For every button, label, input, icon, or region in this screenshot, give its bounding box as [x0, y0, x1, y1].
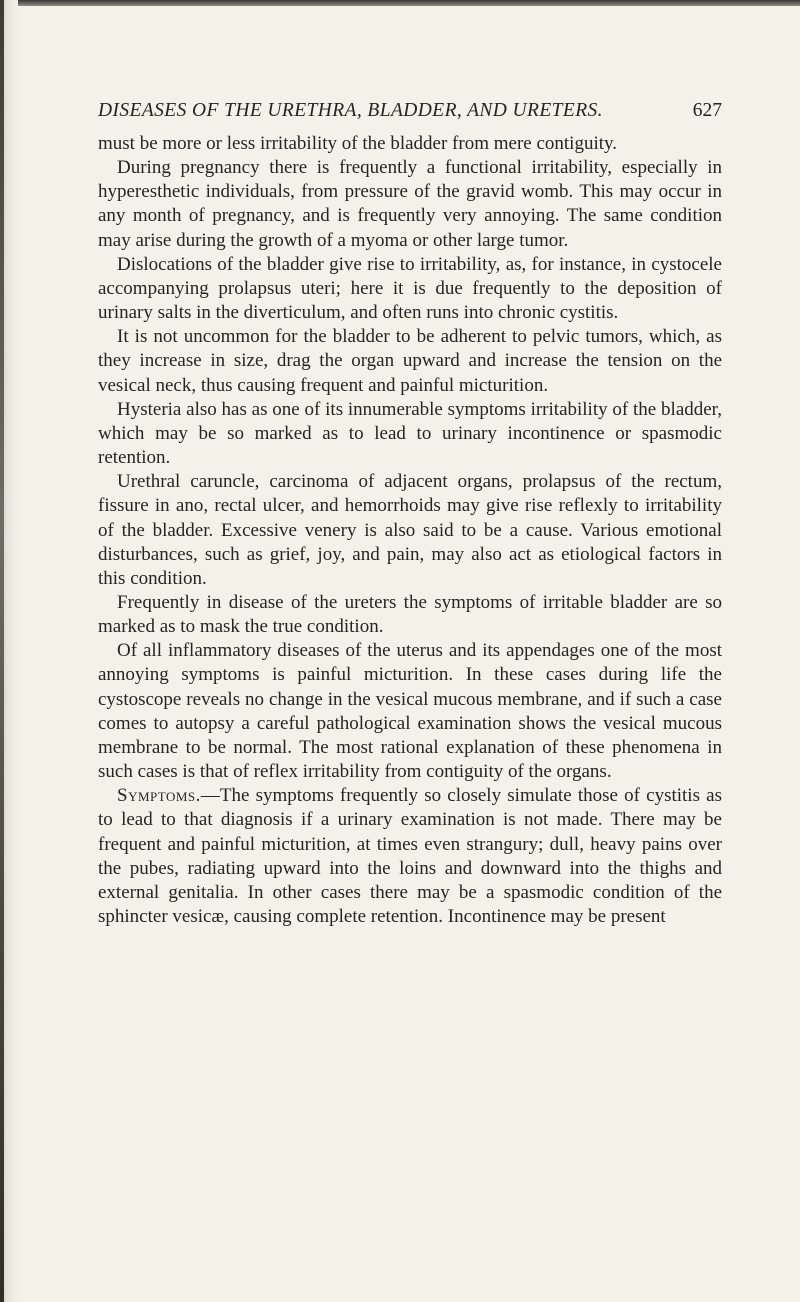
paragraph: It is not uncommon for the bladder to be adherent to pelvic tumors, which, as they increase in size, drag the organ upward and increase the tension on the vesical neck, thus causing frequent and painful micturition. [98, 326, 722, 396]
symptoms-text: —The symptoms frequently so closely simulate those of cystitis as to lead to that diagnosis if a urinary examination is not made. There may be frequent and painful micturition, at times even strangury; dull, heavy pains over the pubes, radiating upward into the loins and downward into the thighs and external genitalia. In other cases there may be a spasmodic condition of the sphincter vesicæ, causing complete retention. Incontinence may be present [98, 785, 722, 927]
paragraph: Frequently in disease of the ureters the symptoms of irritable bladder are so marked as to mask the true condition. [98, 591, 722, 638]
book-page [98, 100, 722, 929]
section-lead-symptoms: Symptoms. [117, 785, 201, 807]
running-head [98, 100, 722, 128]
page-top-edge [0, 0, 800, 6]
paragraph: Urethral caruncle, carcinoma of adjacent organs, prolapsus of the rectum, fissure in ano, rectal ulcer, and hemorrhoids may give rise reflexly to irritability of the bladder. Excessive venery is also said to be a cause. Various emotional disturbances, such as grief, joy, and pain, may also act as etiological factors in this condition. [98, 471, 722, 589]
paragraph: must be more or less irritability of the bladder from mere contiguity. [98, 133, 618, 154]
paragraph: Hysteria also has as one of its innumerable symptoms irritability of the bladder, which may be so marked as to lead to urinary incontinence or spasmodic retention. [98, 398, 722, 469]
symptoms-paragraph [98, 784, 722, 929]
paragraph: Dislocations of the bladder give rise to irritability, as, for instance, in cystocele accompanying prolapsus uteri; here it is due frequently to the deposition of urinary salts in the diverticulum, and often runs into chronic cystitis. [98, 253, 722, 324]
page-number: 627 [692, 100, 722, 121]
body-text [98, 132, 722, 929]
paragraph: During pregnancy there is frequently a functional irritability, especially in hyperesthetic individuals, from pressure of the gravid womb. This may occur in any month of pregnancy, and is frequently very annoying. The same condition may arise during the growth of a myoma or other large tumor. [98, 157, 722, 251]
paragraph: Of all inflammatory diseases of the uterus and its appendages one of the most annoying symptoms is painful micturition. In these cases during life the cystoscope reveals no change in the vesical mucous membrane, and if such a case comes to autopsy a careful pathological examination shows the vesical mucous membrane to be normal. The most rational explanation of these phenomena in such cases is that of reflex irritability from contiguity of the organs. [98, 640, 722, 783]
page-binding-edge [0, 0, 18, 1302]
running-head-title: DISEASES OF THE URETHRA, BLADDER, AND URETERS. [98, 100, 603, 121]
